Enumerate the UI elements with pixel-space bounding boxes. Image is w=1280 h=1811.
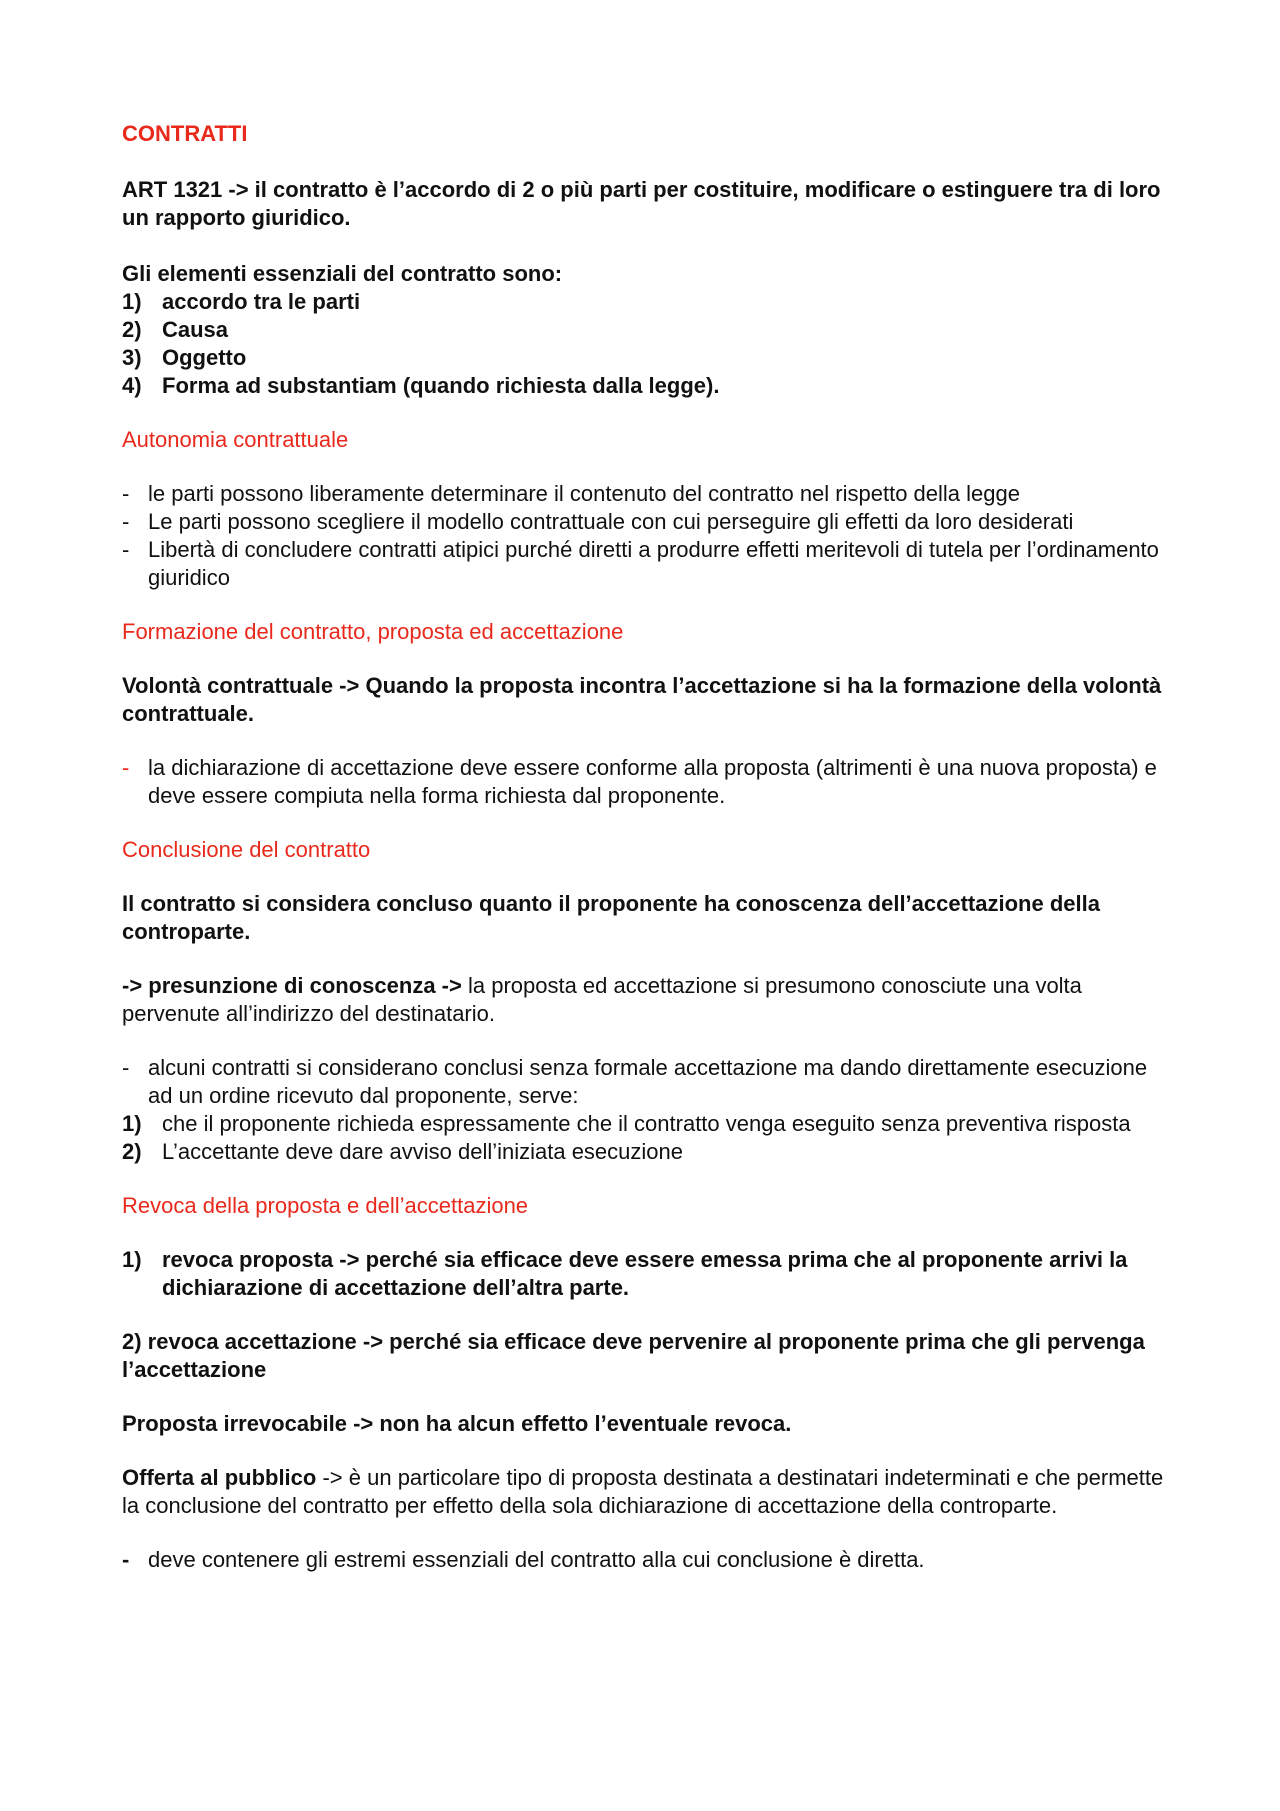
autonomia-list: [122, 480, 1170, 592]
elements-intro: Gli elementi essenziali del contratto sono:: [122, 261, 563, 286]
list-item-text: Forma ad substantiam (quando richiesta dalla legge).: [162, 373, 720, 398]
presunzione-text: la proposta ed accettazione si presumono conosciute una volta pervenute all’indirizzo del destinatario.: [122, 973, 1082, 1026]
art-label: ART: [122, 177, 168, 202]
list-marker: 3): [122, 345, 142, 370]
list-item-text: L’accettante deve dare avviso dell’iniziata esecuzione: [162, 1139, 683, 1164]
list-marker: 2): [122, 317, 142, 342]
presunzione-paragraph: [122, 972, 1170, 1028]
list-item: [122, 288, 1170, 316]
list-item-text: Oggetto: [162, 345, 247, 370]
dash-marker: -: [122, 1055, 130, 1080]
list-marker: 1): [122, 289, 142, 314]
section-heading-revoca: Revoca della proposta e dell’accettazione: [122, 1193, 529, 1218]
offerta-list: [122, 1546, 1170, 1574]
list-item: [122, 1246, 1170, 1302]
list-item: [122, 1138, 1170, 1166]
list-item-text: Libertà di concludere contratti atipici purché diretti a produrre effetti meritevoli di tutela per l’ordinamento giuridico: [148, 537, 1159, 590]
offerta-text: -> è un particolare tipo di proposta destinata a destinatari indeterminati e che permette la conclusione del contratto per effetto della sola dichiarazione di accettazione della controparte.: [122, 1465, 1164, 1518]
dash-marker: -: [122, 509, 130, 534]
list-item: [122, 1546, 1170, 1574]
revoca-list: [122, 1246, 1170, 1302]
list-marker: 1): [122, 1247, 142, 1272]
list-item-text: che il proponente richieda espressamente che il contratto venga eseguito senza preventiva risposta: [162, 1111, 1131, 1136]
list-item-text: le parti possono liberamente determinare il contenuto del contratto nel rispetto della legge: [148, 481, 1020, 506]
section-heading-formazione: Formazione del contratto, proposta ed accettazione: [122, 619, 624, 644]
list-item-text: Causa: [162, 317, 229, 342]
offerta-label: Offerta al pubblico: [122, 1465, 317, 1490]
list-item: [122, 372, 1170, 400]
elements-list: [122, 288, 1170, 400]
offerta-pubblico-paragraph: [122, 1464, 1170, 1520]
list-item-text: alcuni contratti si considerano conclusi senza formale accettazione ma dando direttamente esecuzione ad un ordine ricevuto dal proponente, serve:: [148, 1055, 1148, 1108]
list-item: [122, 480, 1170, 508]
list-marker: 4): [122, 373, 142, 398]
conclusione-dash-list: [122, 1054, 1170, 1110]
list-item: [122, 508, 1170, 536]
section-heading-conclusione: Conclusione del contratto: [122, 837, 371, 862]
list-item-text: accordo tra le parti: [162, 289, 361, 314]
list-item: [122, 344, 1170, 372]
conclusione-numbered-list: [122, 1110, 1170, 1166]
section-heading-autonomia: Autonomia contrattuale: [122, 427, 349, 452]
list-item-text: la dichiarazione di accettazione deve essere conforme alla proposta (altrimenti è una nuova proposta) e deve essere compiuta nella forma richiesta dal proponente.: [148, 755, 1157, 808]
volonta-paragraph: Volontà contrattuale -> Quando la proposta incontra l’accettazione si ha la formazione della volontà contrattuale.: [122, 673, 1162, 726]
dash-marker: -: [122, 755, 130, 780]
page-title: CONTRATTI: [122, 121, 248, 146]
formazione-list: [122, 754, 1170, 810]
list-marker: 2): [122, 1139, 142, 1164]
dash-marker: -: [122, 537, 130, 562]
list-marker: 1): [122, 1111, 142, 1136]
art-1321-paragraph: [122, 176, 1170, 232]
list-item: [122, 316, 1170, 344]
list-item-text: Le parti possono scegliere il modello contrattuale con cui perseguire gli effetti da loro desiderati: [148, 509, 1074, 534]
list-item-text: revoca proposta -> perché sia efficace deve essere emessa prima che al proponente arrivi la dichiarazione di accettazione dell’altra parte.: [162, 1247, 1128, 1300]
list-item: [122, 536, 1170, 592]
art-text: 1321 -> il contratto è l’accordo di 2 o più parti per costituire, modificare o estinguere tra di loro un rapporto giuridico.: [122, 177, 1161, 230]
revoca-accettazione-paragraph: 2) revoca accettazione -> perché sia efficace deve pervenire al proponente prima che gli pervenga l’accettazione: [122, 1329, 1145, 1382]
dash-marker: -: [122, 481, 130, 506]
list-item: [122, 1110, 1170, 1138]
list-item-text: deve contenere gli estremi essenziali del contratto alla cui conclusione è diretta.: [148, 1547, 925, 1572]
conclusione-statement: Il contratto si considera concluso quanto il proponente ha conoscenza dell’accettazione della controparte.: [122, 891, 1100, 944]
dash-marker: -: [122, 1547, 130, 1572]
list-item: [122, 1054, 1170, 1110]
proposta-irrevocabile-paragraph: Proposta irrevocabile -> non ha alcun effetto l’eventuale revoca.: [122, 1411, 792, 1436]
list-item: [122, 754, 1170, 810]
presunzione-label: -> presunzione di conoscenza ->: [122, 973, 462, 998]
